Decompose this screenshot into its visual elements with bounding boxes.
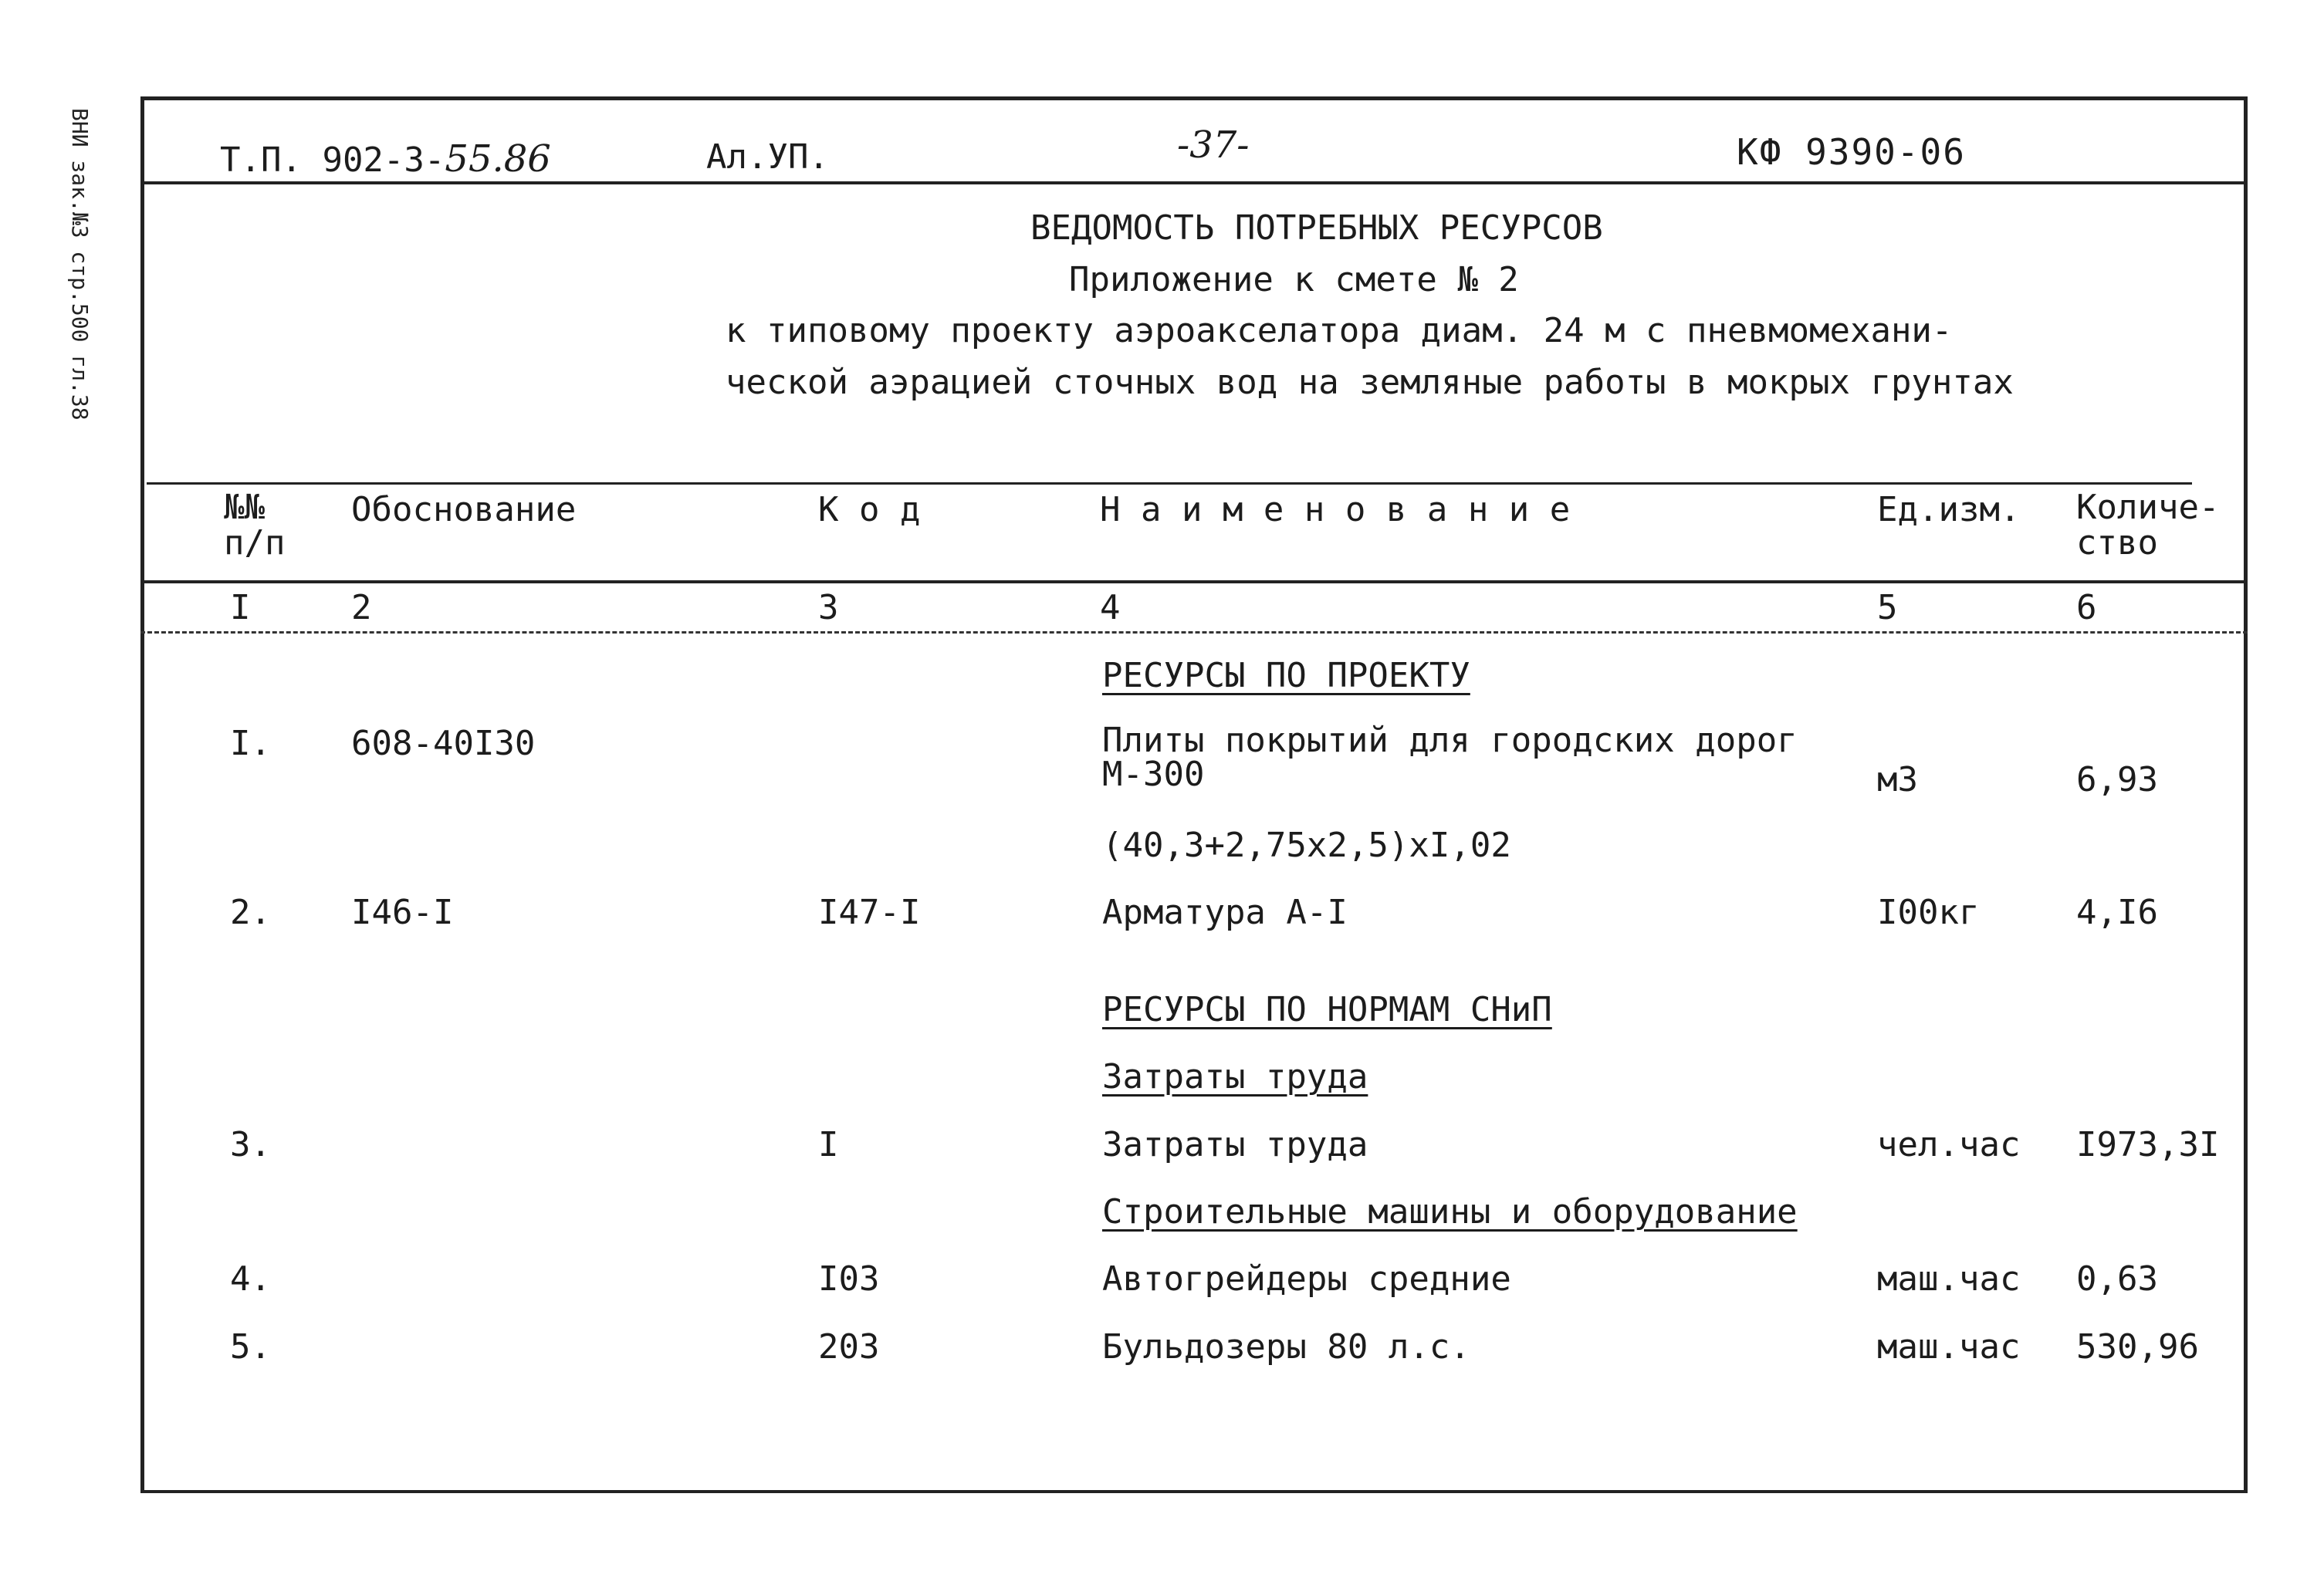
- section-project-resources: РЕСУРСЫ ПО ПРОЕКТУ: [1102, 656, 1470, 695]
- row5-code: 203: [818, 1327, 880, 1367]
- row5-qty: 530,96: [2076, 1327, 2199, 1367]
- doc-description-line1: к типовому проекту аэроакселатора диам. 24 м с пневмомехани-: [726, 311, 1953, 350]
- row2-qty: 4,I6: [2076, 893, 2158, 932]
- row4-name: Автогрейдеры средние: [1102, 1259, 1511, 1299]
- row3-code: I: [818, 1125, 839, 1164]
- header-divider: [140, 181, 2248, 184]
- row1-unit: м3: [1877, 760, 1918, 799]
- row1-basis: 608-40I30: [351, 724, 536, 763]
- row3-qty: I973,3I: [2076, 1125, 2220, 1164]
- section-labor: Затраты труда: [1102, 1057, 1368, 1097]
- colnum-6: 6: [2076, 588, 2097, 627]
- column-numbers-bottom-rule: [140, 631, 2248, 634]
- colnum-1: I: [230, 588, 251, 627]
- row2-num: 2.: [230, 893, 271, 932]
- row3-unit: чел.час: [1877, 1125, 2021, 1164]
- header-basis: Обоснование: [351, 490, 577, 529]
- row3-num: 3.: [230, 1125, 271, 1164]
- row1-name: Плиты покрытий для городских дорог М-300: [1102, 721, 1798, 794]
- album-label: Ал.УП.: [706, 137, 829, 177]
- colnum-5: 5: [1877, 588, 1898, 627]
- row4-code: I03: [818, 1259, 880, 1299]
- row1-num: I.: [230, 724, 271, 763]
- row5-name: Бульдозеры 80 л.с.: [1102, 1327, 1470, 1367]
- row4-qty: 0,63: [2076, 1259, 2158, 1299]
- table-top-rule: [147, 482, 2192, 485]
- project-code: Т.П. 902-3-55.86: [220, 137, 551, 181]
- header-unit: Ед.изм.: [1877, 490, 2021, 529]
- row2-name: Арматура А-I: [1102, 893, 1348, 932]
- row2-code: I47-I: [818, 893, 921, 932]
- header-name: Н а и м е н о в а н и е: [1100, 490, 1571, 529]
- column-numbers-top-rule: [140, 580, 2248, 583]
- row2-basis: I46-I: [351, 893, 454, 932]
- row4-unit: маш.час: [1877, 1259, 2021, 1299]
- doc-title: ВЕДОМОСТЬ ПОТРЕБНЫХ РЕСУРСОВ: [1030, 208, 1603, 248]
- section-snip-resources: РЕСУРСЫ ПО НОРМАМ СНиП: [1102, 990, 1552, 1029]
- section-machines: Строительные машины и оборудование: [1102, 1192, 1798, 1232]
- document-code: КФ 9390-06: [1737, 131, 1966, 173]
- colnum-3: 3: [818, 588, 839, 627]
- doc-description-line2: ческой аэрацией сточных вод на земляные работы в мокрых грунтах: [726, 363, 2014, 402]
- doc-subtitle: Приложение к смете № 2: [1069, 260, 1519, 299]
- row3-name: Затраты труда: [1102, 1125, 1368, 1164]
- header-num: №№ п/п: [224, 488, 286, 563]
- row1-qty: 6,93: [2076, 760, 2158, 799]
- colnum-2: 2: [351, 588, 372, 627]
- row2-unit: I00кг: [1877, 893, 1980, 932]
- row5-num: 5.: [230, 1327, 271, 1367]
- row5-unit: маш.час: [1877, 1327, 2021, 1367]
- project-code-handwritten: 55.86: [445, 137, 551, 181]
- header-code: К о д: [818, 490, 921, 529]
- margin-note: ВНИ зак.№3 стр.500 гл.38: [67, 108, 93, 421]
- page-number: -37-: [1177, 123, 1250, 167]
- row4-num: 4.: [230, 1259, 271, 1299]
- colnum-4: 4: [1100, 588, 1121, 627]
- row1-formula: (40,3+2,75х2,5)хI,02: [1102, 826, 1511, 865]
- header-qty: Количе- ство: [2076, 488, 2220, 563]
